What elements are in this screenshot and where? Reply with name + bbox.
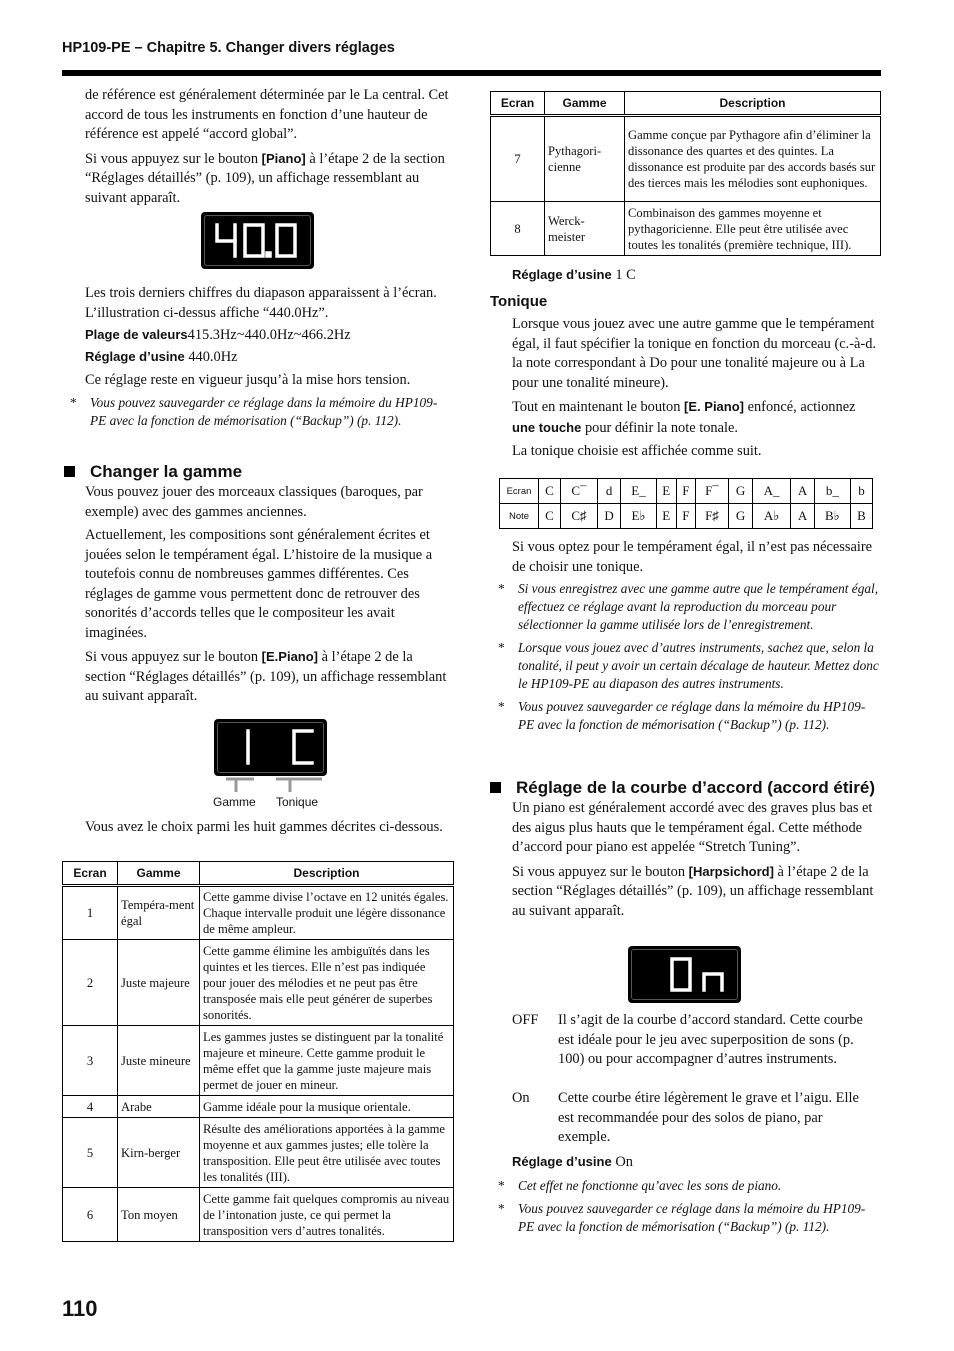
harpsichord-paragraph: Si vous appuyez sur le bouton [Harpsichord] à l’étape 2 de la section “Réglages détaillés” (p. 109), un affichage ressemblant au suivant apparaît. [512,863,874,919]
note-cell: B [850,504,872,529]
tonique-body [512,315,880,466]
note-cell: E_ [621,479,656,504]
col-header: Description [200,862,454,886]
tonique-paragraph-2: Tout en maintenant le bouton [E. Piano] enfoncé, actionnez une touche pour définir la note tonale. [512,399,856,436]
table-row: Ecran C C¯ d E_ E F F¯ G A_ A b_ b [500,479,873,504]
label-gamme: Gamme [213,795,256,809]
lcd-callout-lines [214,776,327,794]
note-cell: b_ [814,479,850,504]
plage-value: 415.3Hz~440.0Hz~466.2Hz [187,327,351,343]
note-item: * Lorsque vous jouez avec d’autres instruments, sachez que, selon la tonalité, il peut y avoir un certain décalage de hauteur. Mettez donc le HP109-PE au diapason des autres instruments. [498,640,879,691]
digits-paragraph: Les trois derniers chiffres du diapason apparaissent à l’écran. L’illustration ci-dessus affiche “440.0Hz”. [85,285,437,321]
note-cell: G [729,479,753,504]
epiano-button-ref: [E.Piano] [261,649,319,664]
tonique-paragraph-3: La tonique choisie est affichée comme suit. [512,443,762,459]
note-item: * Si vous enregistrez avec une gamme autre que le tempérament égal, effectuez ce réglage avant la reproduction du morceau pour sélectionner la gamme utilisée lors de l’enregistrement. [498,581,879,632]
note-cell: E [656,504,676,529]
right-reglage: Réglage d’usine 1 C [512,267,636,283]
note-cell: A [791,504,815,529]
col-header: Ecran [491,92,545,116]
intro-paragraph: de référence est généralement déterminée par le La central. Cet accord de tous les instruments en fonction d’une hauteur de référence est appelé “accord global”. [85,87,449,142]
option-key: OFF [512,1012,539,1028]
lcd-digits-icon [628,946,741,1003]
note-item: * Cet effet ne fonctionne qu’avec les sons de piano. [498,1178,782,1193]
note-cell: A [791,479,815,504]
table-header-row [491,92,881,116]
note-cell: C [539,504,561,529]
note-cell: A_ [752,479,790,504]
lcd-digits-icon [201,212,314,269]
table-row: 8 Werck-meister Combinaison des gammes moyenne et pythagoricienne. Elle peut être utilisée avec toutes les tonalités (première technique, III). [491,202,881,256]
lcd-display-scale [214,719,327,776]
table-row: 1 Tempéra-ment égal Cette gamme divise l’octave en 12 unités égales. Chaque intervalle produit une légère dissonance de même ampleur. [63,886,454,940]
option-text: Cette courbe étire légèrement le grave et l’aigu. Elle est recommandée pour des solos de piano, par exemple. [558,1090,859,1145]
section-heading-stretch: Réglage de la courbe d’accord (accord étiré) [490,778,882,798]
lcd-digits-icon [214,719,327,776]
lcd-display-stretch [628,946,741,1003]
piano-paragraph: Si vous appuyez sur le bouton [Piano] à l’étape 2 de la section “Réglages détaillés” (p. 109), un affichage ressemblant au suivant apparaît. [85,150,445,206]
lcd-display-tuning [201,212,314,269]
option-text: Il s’agit de la courbe d’accord standard. Cette courbe est idéale pour le jeu avec superposition de sons (p. 100) ou pour accompagner d’autres instruments. [558,1012,863,1067]
stretch-options [512,1011,880,1151]
col-header: Gamme [118,862,200,886]
vigueur-paragraph: Ce réglage reste en vigueur jusqu’à la mise hors tension. [85,372,411,388]
note-cell: d [597,479,621,504]
gamme-paragraph-2: Actuellement, les compositions sont généralement écrites et jouées selon le tempérament égal. L’histoire de la musique a toutefois connu de nombreuses gammes différentes. Ces réglages de gamme vous permettent donc de retrouver des sonorités d’accords telles que le compositeur les avait imaginées. [85,527,433,641]
right-reglage-2: Réglage d’usine On [512,1154,633,1170]
header-rule [62,70,881,76]
gamme-body [85,483,455,711]
note-cell: D [597,504,621,529]
tonique-paragraph-1: Lorsque vous jouez avec une autre gamme que le tempérament égal, il faut spécifier la tonique en fonction du morceau (c.-à-d. la note correspondant à Do pour une tonalité majeure ou à La pour une tonalité mineure). [512,316,877,391]
option-key: On [512,1090,530,1106]
reglage-label: Réglage d’usine [85,349,185,364]
stretch-notes [498,1177,881,1241]
table-row: 7 Pythagori-cienne Gamme conçue par Pythagore afin d’éliminer la dissonance des quartes et des quintes. La dissonance est produite par des accords basés sur des tierces mais les mélodies sont euphoniques. [491,116,881,202]
note-cell: G [729,504,753,529]
note-cell: E♭ [621,504,656,529]
table-row: 2 Juste majeure Cette gamme élimine les ambiguïtés dans les quintes et les tierces. Elle n’est pas indiquée pour jouer des mélodies et ne peut pas être transposée mais elle peut générer de superbes sonorités. [63,940,454,1026]
note-cell: C [539,479,561,504]
note-cell: F [676,479,695,504]
note-cell: B♭ [814,504,850,529]
table-row: Note C C♯ D E♭ E F F♯ G A♭ A B♭ B [500,504,873,529]
backup-note: * Vous pouvez sauvegarder ce réglage dans la mémoire du HP109-PE avec la fonction de mémorisation (“Backup”) (p. 112). [70,395,438,428]
note-item: * Vous pouvez sauvegarder ce réglage dans la mémoire du HP109-PE avec la fonction de mémorisation (“Backup”) (p. 112). [498,699,866,732]
scales-table-part2 [490,91,881,256]
note-item: * Vous pouvez sauvegarder ce réglage dans la mémoire du HP109-PE avec la fonction de mémorisation (“Backup”) (p. 112). [498,1201,866,1234]
section-heading-gamme: Changer la gamme [64,462,454,482]
reglage-value: 440.0Hz [188,349,238,365]
page-header: HP109-PE – Chapitre 5. Changer divers réglages [62,40,395,56]
left-intro [85,86,455,212]
choix-paragraph: Vous avez le choix parmi les huit gammes décrites ci-dessous. [85,819,443,835]
note-cell: E [656,479,676,504]
value-range-block [85,325,455,365]
table-row: 3 Juste mineure Les gammes justes se distinguent par la tonalité majeure et mineure. Cette gamme produit le même effet que la gamme juste majeure mais permet de jouer en mineur. [63,1026,454,1096]
table-row: 5 Kirn-berger Résulte des améliorations apportées à la gamme moyenne et aux gammes justes; elle tolère la transposition. Elle peut être utilisée avec toutes les tonalités (III). [63,1118,454,1188]
stretch-body [512,799,880,925]
table-header-row [63,862,454,886]
page-number: 110 [62,1296,98,1321]
note-cell: C¯ [561,479,598,504]
table-row: 4 Arabe Gamme idéale pour la musique orientale. [63,1096,454,1118]
left-after-lcd1 [85,284,455,327]
note-cell: F♯ [695,504,729,529]
note-cell: C♯ [561,504,598,529]
tonique-paragraph-4: Si vous optez pour le tempérament égal, il n’est pas nécessaire de choisir une tonique. [512,539,873,575]
col-header: Ecran [63,862,118,886]
label-tonique: Tonique [276,795,319,809]
stretch-paragraph-1: Un piano est généralement accordé avec des graves plus bas et des aigus plus hauts que le tempérament égal. Cette méthode d’accord pour piano est appelée “Stretch Tuning”. [512,800,873,855]
note-cell: F¯ [695,479,729,504]
col-header: Gamme [545,92,625,116]
tonique-heading: Tonique [490,293,548,310]
tonique-notes [498,580,881,739]
gamme-paragraph-1: Vous pouvez jouer des morceaux classiques (baroques, par exemple) avec des gammes anciennes. [85,484,423,520]
plage-label: Plage de valeurs [85,327,188,342]
note-cell: A♭ [752,504,790,529]
col-header: Description [625,92,881,116]
piano-button-ref: [Piano] [261,150,306,166]
note-cell: b [850,479,872,504]
tonic-note-table [499,478,873,529]
table-row: 6 Ton moyen Cette gamme fait quelques compromis au niveau de l’intonation juste, ce qui permet la transposition vers d’autres tonalités. [63,1188,454,1242]
epiano-paragraph: Si vous appuyez sur le bouton [E.Piano] à l’étape 2 de la section “Réglages détaillés” (p. 109), un affichage ressemblant au suivant apparaît. [85,649,447,704]
note-cell: F [676,504,695,529]
scales-table-part1 [62,861,454,1242]
